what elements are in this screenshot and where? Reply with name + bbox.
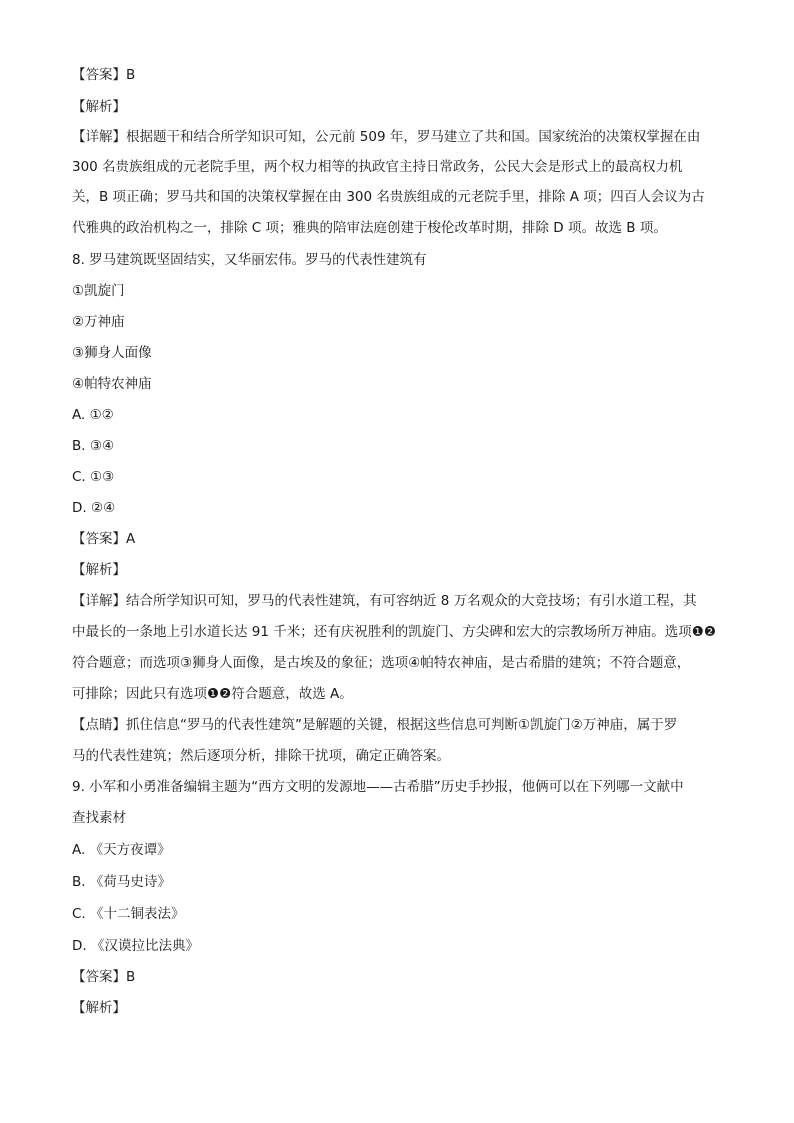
tip-paragraph-line: 马的代表性建筑；然后逐项分析，排除干扰项，确定正确答案。 <box>72 748 450 764</box>
detail-paragraph-line: 关，B 项正确；罗马共和国的决策权掌握在由 300 名贵族组成的元老院手里，排除 A 项；四百人会议为古 <box>72 189 705 205</box>
answer-label: 【答案】B <box>72 969 136 985</box>
analysis-label: 【解析】 <box>72 562 126 578</box>
detail-paragraph-line: 可排除；因此只有选项❶❷符合题意，故选 A。 <box>72 686 353 702</box>
question-item: ①凯旋门 <box>72 283 125 299</box>
detail-paragraph-line: 【详解】根据题干和结合所学知识可知，公元前 509 年，罗马建立了共和国。国家统治的决策权掌握在由 <box>72 129 701 145</box>
answer-label: 【答案】A <box>72 531 136 547</box>
option-a: A. 《天方夜谭》 <box>72 842 171 858</box>
question-9-stem: 查找素材 <box>72 810 126 826</box>
option-c: C. ①③ <box>72 469 115 485</box>
question-9-stem: 9. 小军和小勇准备编辑主题为“西方文明的发源地——古希腊”历史手抄报，他俩可以在下列哪一文献中 <box>72 779 684 795</box>
question-8-stem: 8. 罗马建筑既坚固结实，又华丽宏伟。罗马的代表性建筑有 <box>72 252 427 268</box>
answer-label: 【答案】B <box>72 67 136 83</box>
detail-paragraph-line: 代雅典的政治机构之一，排除 C 项；雅典的陪审法庭创建于梭伦改革时期，排除 D 项。故选 B 项。 <box>72 220 667 236</box>
option-b: B. 《荷马史诗》 <box>72 874 171 890</box>
question-item: ②万神庙 <box>72 314 125 330</box>
detail-paragraph-line: 【详解】结合所学知识可知，罗马的代表性建筑，有可容纳近 8 万名观众的大竞技场；有引水道工程，其 <box>72 593 697 609</box>
detail-paragraph-line: 300 名贵族组成的元老院手里，两个权力相等的执政官主持日常政务，公民大会是形式上的最高权力机 <box>72 159 683 175</box>
tip-paragraph-line: 【点睛】抓住信息“罗马的代表性建筑”是解题的关键，根据这些信息可判断①凯旋门②万神庙，属于罗 <box>72 717 678 733</box>
question-item: ③狮身人面像 <box>72 345 152 361</box>
question-item: ④帕特农神庙 <box>72 376 152 392</box>
option-c: C. 《十二铜表法》 <box>72 906 185 922</box>
option-b: B. ③④ <box>72 438 115 454</box>
option-a: A. ①② <box>72 407 114 423</box>
option-d: D. ②④ <box>72 500 116 516</box>
detail-paragraph-line: 符合题意；而选项③狮身人面像，是古埃及的象征；选项④帕特农神庙，是古希腊的建筑；不符合题意， <box>72 655 691 671</box>
analysis-label: 【解析】 <box>72 99 126 115</box>
detail-paragraph-line: 中最长的一条地上引水道长达 91 千米；还有庆祝胜利的凯旋门、方尖碑和宏大的宗教场所万神庙。选项❶❷ <box>72 624 716 640</box>
option-d: D. 《汉谟拉比法典》 <box>72 938 199 954</box>
analysis-label: 【解析】 <box>72 1000 126 1016</box>
